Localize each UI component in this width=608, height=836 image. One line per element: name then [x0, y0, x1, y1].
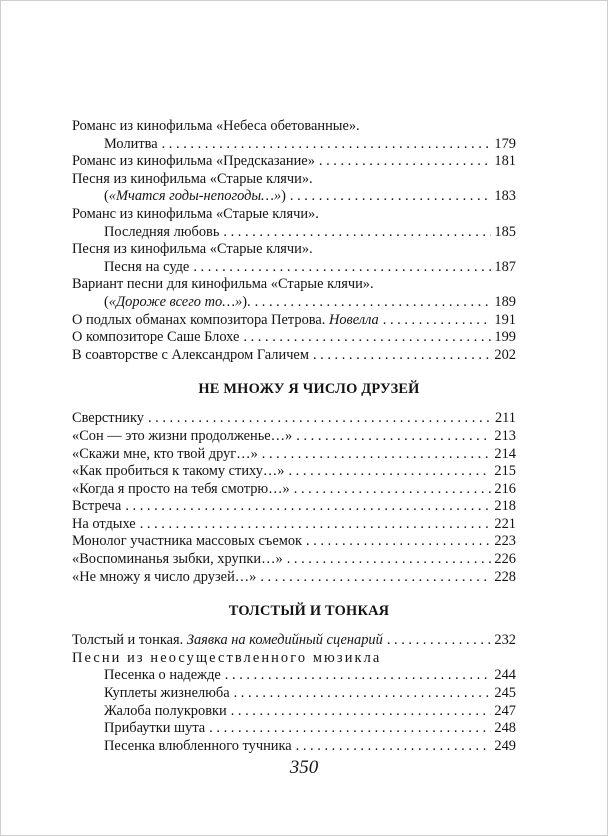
entry-title: Романс из кинофильма «Предсказание» [72, 153, 315, 170]
toc-entry [72, 667, 516, 685]
leader-dots [255, 294, 491, 312]
page-number: 213 [494, 427, 516, 444]
toc-entry [72, 224, 516, 242]
page-number: 249 [494, 737, 516, 754]
entry-title: Встреча [72, 498, 122, 515]
toc-entry [72, 153, 516, 171]
section-heading: НЕ МНОЖУ Я ЧИСЛО ДРУЗЕЙ [198, 381, 420, 398]
entry-title: Сверстнику [72, 410, 144, 427]
entry-title: Жалоба полукровки [104, 702, 227, 719]
entry-title: Романс из кинофильма «Небеса обетованные». [72, 118, 360, 134]
page-number: 218 [494, 498, 516, 515]
leader-dots [225, 667, 491, 685]
page-number: 202 [494, 346, 516, 363]
toc-entry [72, 650, 516, 668]
leader-dots [234, 685, 491, 703]
toc-entry [72, 188, 516, 206]
entry-title: «Как пробиться к такому стиху…» [72, 463, 285, 480]
entry-title: О композиторе Саше Блохе [72, 329, 240, 346]
toc-entry [72, 136, 516, 154]
page-number: 189 [494, 293, 516, 310]
page-number: 232 [494, 632, 516, 649]
toc-entry [72, 347, 516, 365]
leader-dots [193, 259, 491, 277]
entry-title: Куплеты жизнелюба [104, 685, 230, 702]
leader-dots [290, 188, 491, 206]
entry-title: Вариант песни для кинофильма «Старые клячи». [72, 276, 374, 293]
page-number: 245 [494, 685, 516, 702]
toc-entry [72, 703, 516, 721]
toc-entry [72, 463, 516, 481]
page-number: 199 [494, 329, 516, 346]
leader-dots [296, 428, 491, 446]
entry-title: Песня из кинофильма «Старые клячи». [72, 241, 313, 258]
entry-title: Молитва [104, 135, 158, 152]
entry-title: Песни из неосуществленного мюзикла [72, 649, 382, 666]
leader-dots [296, 738, 491, 756]
page-number: 185 [494, 223, 516, 240]
leader-dots [306, 533, 491, 551]
entry-title: На отдыхе [72, 515, 136, 532]
page-number: 216 [494, 480, 516, 497]
page-number: 215 [494, 463, 516, 480]
page-number: 183 [494, 188, 516, 205]
toc-entry [72, 569, 516, 587]
toc-entry [72, 516, 516, 534]
page-number: 226 [494, 551, 516, 568]
page-number: 191 [494, 311, 516, 328]
leader-dots [260, 569, 491, 587]
entry-title: Романс из кинофильма «Старые клячи». [72, 205, 319, 222]
leader-dots [231, 703, 491, 721]
toc-entry [72, 171, 516, 189]
leader-dots [313, 347, 491, 365]
page-number: 244 [494, 667, 516, 684]
leader-dots [140, 516, 491, 534]
entry-title: («Мчатся годы-непогоды…») [104, 188, 286, 205]
toc-entry [72, 294, 516, 312]
page-number: 221 [494, 515, 516, 532]
toc-entry [72, 241, 516, 259]
toc-entry [72, 685, 516, 703]
entry-title: Последняя любовь [104, 223, 220, 240]
leader-dots [288, 463, 491, 481]
toc-entry [72, 446, 516, 464]
toc-entry [72, 118, 516, 136]
leader-dots [148, 410, 491, 428]
entry-title: В соавторстве с Александром Галичем [72, 346, 309, 363]
page-number: 223 [494, 533, 516, 550]
page-folio: 350 [289, 757, 319, 778]
toc-entry [72, 410, 516, 428]
leader-dots [262, 446, 491, 464]
page-number: 181 [494, 153, 516, 170]
entry-title: «Не множу я число друзей…» [72, 568, 257, 585]
leader-dots [243, 329, 491, 347]
page-number: 179 [494, 135, 516, 152]
entry-title: Песня из кинофильма «Старые клячи». [72, 170, 313, 187]
toc-entry [72, 329, 516, 347]
leader-dots [209, 720, 491, 738]
toc-entry [72, 259, 516, 277]
entry-title: О подлых обманах композитора Петрова. Новелла [72, 311, 379, 328]
entry-title: «Сон — это жизни продолженье…» [72, 427, 293, 444]
leader-dots [294, 481, 491, 499]
entry-title: «Скажи мне, кто твой друг…» [72, 445, 258, 462]
toc-entry [72, 498, 516, 516]
page-number: 211 [494, 410, 516, 427]
leader-dots [387, 632, 491, 650]
section-heading: ТОЛСТЫЙ И ТОНКАЯ [228, 603, 390, 620]
page-number: 247 [494, 702, 516, 719]
entry-title: Прибаутки шута [104, 720, 206, 737]
table-of-contents [72, 118, 516, 755]
page-number: 228 [494, 568, 516, 585]
page-number: 248 [494, 720, 516, 737]
toc-entry [72, 428, 516, 446]
toc-entry [72, 312, 516, 330]
toc-entry [72, 551, 516, 569]
toc-entry [72, 206, 516, 224]
entry-title: «Когда я просто на тебя смотрю…» [72, 480, 290, 497]
leader-dots [125, 498, 491, 516]
page-number: 214 [494, 445, 516, 462]
toc-entry [72, 276, 516, 294]
entry-title: Песня на суде [104, 258, 190, 275]
entry-title: «Воспоминанья зыбки, хрупки…» [72, 551, 283, 568]
leader-dots [319, 153, 491, 171]
toc-entry [72, 533, 516, 551]
entry-title: Толстый и тонкая. Заявка на комедийный сценарий [72, 632, 383, 649]
leader-dots [287, 551, 491, 569]
leader-dots [162, 136, 491, 154]
toc-entry [72, 720, 516, 738]
toc-entry [72, 481, 516, 499]
leader-dots [383, 312, 491, 330]
toc-entry [72, 632, 516, 650]
leader-dots [223, 224, 491, 242]
entry-title: Песенка о надежде [104, 667, 221, 684]
entry-title: Монолог участника массовых съемок [72, 533, 303, 550]
page-number: 187 [494, 258, 516, 275]
toc-entry [72, 738, 516, 756]
entry-title: Песенка влюбленного тучника [104, 737, 292, 754]
entry-title: («Дороже всего то…»). [104, 293, 251, 310]
